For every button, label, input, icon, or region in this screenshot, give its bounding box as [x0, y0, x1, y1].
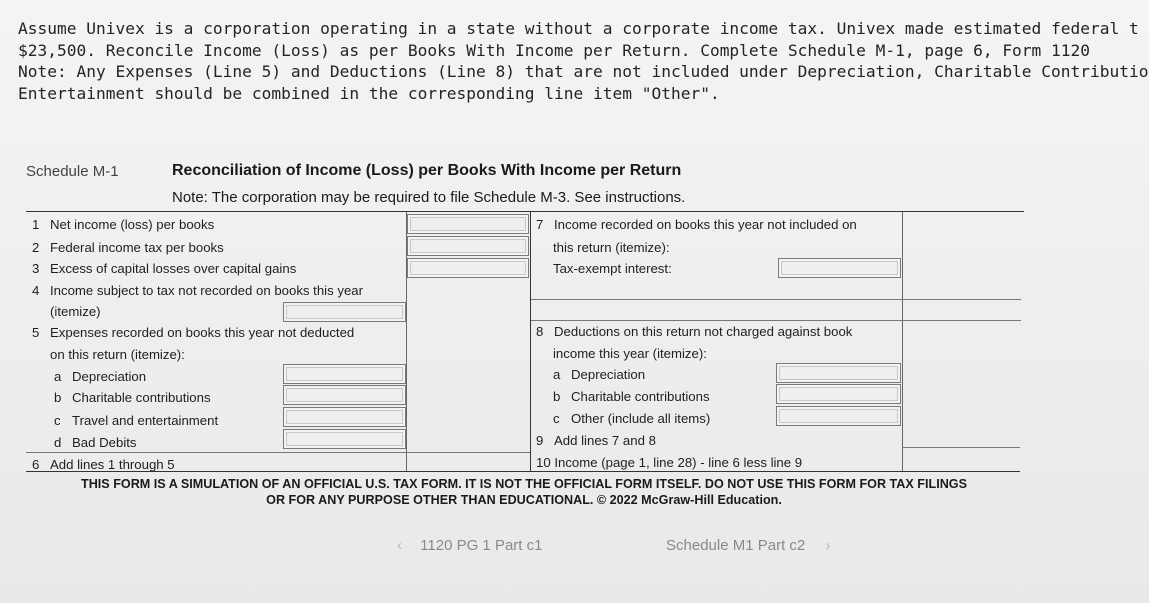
- line-8a-label: a Depreciation: [553, 367, 646, 382]
- schedule-label: Schedule M-1: [26, 163, 119, 180]
- line-7-itemize: this return (itemize):: [553, 240, 670, 255]
- line-8-itemize: income this year (itemize):: [553, 346, 707, 361]
- form-top-rule: [26, 211, 1024, 212]
- line-1-label: 1 Net income (loss) per books: [32, 217, 215, 232]
- line-6-label: 6 Add lines 1 through 5: [32, 457, 175, 472]
- problem-statement: [18, 18, 1149, 104]
- schedule-title: Reconciliation of Income (Loss) per Books With Income per Return: [172, 162, 682, 179]
- left-line-6-rule: [26, 452, 530, 453]
- prev-part-link[interactable]: [397, 537, 542, 554]
- line-5b-input[interactable]: [283, 385, 406, 405]
- line-5c-input[interactable]: [283, 407, 406, 427]
- line-8b-input[interactable]: [776, 384, 901, 404]
- prev-part-label: 1120 PG 1 Part c1: [420, 537, 543, 554]
- problem-line-3: Note: Any Expenses (Line 5) and Deductions (Line 8) that are not included under Depreciation, Charitable Contributio: [18, 62, 1149, 82]
- line-7-tax-exempt-label: Tax-exempt interest:: [553, 261, 672, 276]
- tax-exempt-interest-input[interactable]: [778, 258, 901, 278]
- disclaimer-line-2: OR FOR ANY PURPOSE OTHER THAN EDUCATIONAL. © 2022 McGraw-Hill Education.: [266, 493, 782, 507]
- schedule-note: Note: The corporation may be required to file Schedule M-3. See instructions.: [172, 189, 686, 206]
- form-bottom-rule: [26, 471, 1020, 472]
- chevron-left-icon: ‹: [397, 537, 402, 554]
- center-divider: [530, 212, 531, 472]
- problem-line-4: Entertainment should be combined in the corresponding line item "Other".: [18, 83, 720, 103]
- line-5-itemize: on this return (itemize):: [50, 347, 185, 362]
- line-5-label: 5 Expenses recorded on books this year not deducted: [32, 325, 355, 340]
- line-5a-label: a Depreciation: [54, 369, 147, 384]
- line-5d-input[interactable]: [283, 429, 406, 449]
- line-8a-input[interactable]: [776, 363, 901, 383]
- next-part-link[interactable]: [666, 537, 830, 554]
- line-5b-label: b Charitable contributions: [54, 390, 211, 405]
- problem-line-1: Assume Univex is a corporation operating in a state without a corporate income tax. Univex made estimated federal t: [18, 19, 1139, 38]
- line-9-label: 9 Add lines 7 and 8: [536, 433, 656, 448]
- line-10-label: 10 Income (page 1, line 28) - line 6 less line 9: [536, 455, 803, 470]
- line-7-label: 7 Income recorded on books this year not included on: [536, 217, 857, 232]
- problem-line-2: $23,500. Reconcile Income (Loss) as per Books With Income per Return. Complete Schedule M-1, page 6, Form 1120: [18, 40, 1091, 60]
- line-4-input[interactable]: [283, 302, 406, 322]
- simulation-disclaimer: [44, 476, 1004, 508]
- line-2-label: 2 Federal income tax per books: [32, 240, 224, 255]
- line-5a-input[interactable]: [283, 364, 406, 384]
- disclaimer-line-1: THIS FORM IS A SIMULATION OF AN OFFICIAL U.S. TAX FORM. IT IS NOT THE OFFICIAL FORM ITSELF. DO NOT USE THIS FORM FOR TAX FILINGS: [81, 477, 967, 491]
- line-5d-label: d Bad Debits: [54, 435, 137, 450]
- line-8-label: 8 Deductions on this return not charged against book: [536, 324, 853, 339]
- line-8c-input[interactable]: [776, 406, 901, 426]
- line-4-label: 4 Income subject to tax not recorded on books this year: [32, 283, 364, 298]
- line-8b-label: b Charitable contributions: [553, 389, 710, 404]
- chevron-right-icon: ›: [825, 537, 831, 554]
- right-column-divider: [902, 212, 903, 472]
- line-5c-label: c Travel and entertainment: [54, 413, 219, 428]
- line-1-input[interactable]: [407, 214, 529, 234]
- line-8c-label: c Other (include all items): [553, 411, 711, 426]
- line-3-label: 3 Excess of capital losses over capital gains: [32, 261, 297, 276]
- line-4-itemize: (itemize): [50, 304, 101, 319]
- right-row-7-rule: [531, 299, 1021, 300]
- line-2-input[interactable]: [407, 236, 529, 256]
- right-row-8-rule: [531, 320, 1021, 321]
- next-part-label: Schedule M1 Part c2: [666, 537, 806, 554]
- line-3-input[interactable]: [407, 258, 529, 278]
- right-row-9-rule: [902, 447, 1020, 448]
